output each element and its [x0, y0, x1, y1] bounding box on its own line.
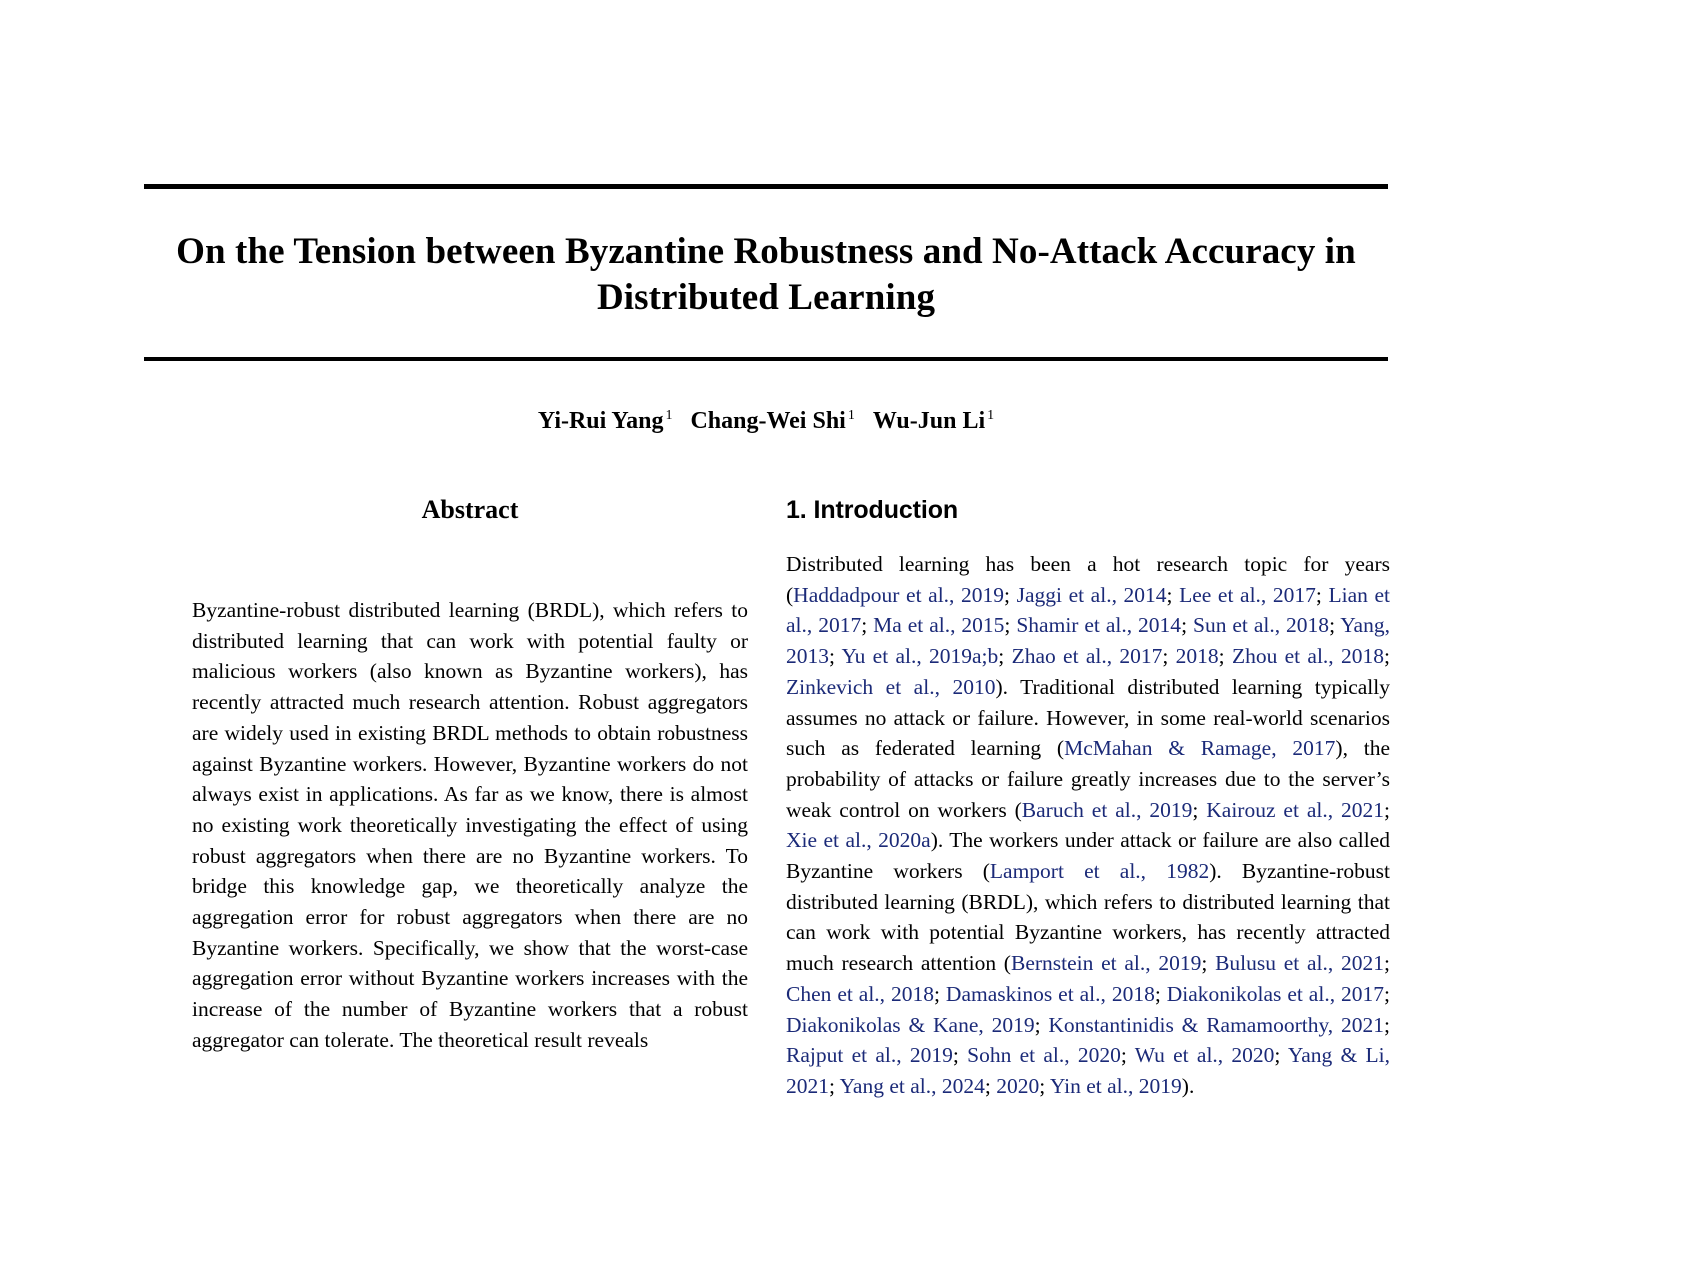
citation-link[interactable]: Zinkevich et al., 2010 — [786, 674, 996, 699]
citation-link[interactable]: 2020 — [996, 1073, 1040, 1098]
citation-link[interactable]: Sun et al., 2018 — [1192, 613, 1330, 638]
abstract-heading: Abstract — [421, 495, 519, 524]
body-columns — [144, 487, 1388, 1277]
citation-link[interactable]: Yang & Li, 2021 — [786, 1043, 1390, 1098]
author-affiliation-mark: 1 — [847, 408, 855, 423]
citation-link[interactable]: Lee et al., 2017 — [1179, 582, 1316, 607]
author-3 — [873, 408, 994, 434]
author-name: Wu-Jun Li — [872, 408, 986, 434]
author-name: Chang-Wei Shi — [690, 408, 846, 434]
citation-link[interactable]: Zhao et al., 2017 — [1011, 644, 1163, 669]
citation-link[interactable]: Diakonikolas et al., 2017 — [1166, 981, 1385, 1006]
citation-link[interactable]: Yang, 2013 — [786, 613, 1390, 669]
citation-link[interactable]: Shamir et al., 2014 — [1016, 613, 1182, 638]
citation-link[interactable]: Lian et al., 2017 — [786, 582, 1390, 638]
citation-link[interactable]: Bernstein et al., 2019 — [1010, 951, 1202, 976]
citation-link[interactable]: Zhou et al., 2018 — [1231, 644, 1384, 669]
citation-link[interactable]: Konstantinidis & Ramamoorthy, 2021 — [1048, 1012, 1385, 1037]
citation-link[interactable]: Yin et al., 2019 — [1049, 1073, 1182, 1098]
author-1 — [538, 408, 673, 434]
citation-link[interactable]: Yu et al., 2019a;b — [841, 644, 999, 669]
citation-link[interactable]: Chen et al., 2018 — [786, 981, 934, 1006]
section-heading-introduction: 1. Introduction — [786, 496, 959, 524]
column-left — [192, 487, 748, 1277]
citation-link[interactable]: Rajput et al., 2019 — [786, 1043, 953, 1068]
author-affiliation-mark: 1 — [665, 408, 673, 423]
introduction-body: Distributed learning has been a hot research topic for years (Haddadpour et al., 2019; Jaggi et al., 2014; Lee et al., 2017; Lian et al., 2017; Ma et al., 2015; Shamir et al., 2014; Sun et al., 2018; Yang, 2013; Yu et al., 2019a;b; Zhao et al., 2017; 2018; Zhou et al., 2018; Zinkevich et al., 2010). Traditional distributed learning typically assumes no attack or failure. However, in some real-world scenarios such as federated learning (McMahan & Ramage, 2017), the probability of attacks or failure greatly increases due to the server’s weak control on workers (Baruch et al., 2019; Kairouz et al., 2021; Xie et al., 2020a). The workers under attack or failure are also called Byzantine workers (Lamport et al., 1982). Byzantine-robust distributed learning (BRDL), which refers to distributed learning that can work with potential Byzantine workers, has recently attracted much research attention (Bernstein et al., 2019; Bulusu et al., 2021; Chen et al., 2018; Damaskinos et al., 2018; Diakonikolas et al., 2017; Diakonikolas & Kane, 2019; Konstantinidis & Ramamoorthy, 2021; Rajput et al., 2019; Sohn et al., 2020; Wu et al., 2020; Yang & Li, 2021; Yang et al., 2024; 2020; Yin et al., 2019). — [786, 552, 1390, 1098]
citation-link[interactable]: Jaggi et al., 2014 — [1016, 582, 1167, 607]
citation-link[interactable]: Baruch et al., 2019 — [1021, 797, 1193, 822]
citation-link[interactable]: Yang et al., 2024 — [839, 1073, 985, 1098]
column-right — [786, 487, 1390, 1277]
citation-link[interactable]: Bulusu et al., 2021 — [1215, 951, 1385, 976]
citation-link[interactable]: Ma et al., 2015 — [873, 613, 1005, 638]
author-2 — [690, 408, 854, 434]
citation-link[interactable]: Xie et al., 2020a — [786, 828, 931, 853]
author-name: Yi-Rui Yang — [537, 408, 664, 434]
author-list — [144, 405, 1388, 437]
citation-link[interactable]: Diakonikolas & Kane, 2019 — [786, 1012, 1035, 1037]
page-title: On the Tension between Byzantine Robustness and No-Attack Accuracy in Distributed Learning — [176, 231, 1356, 318]
citation-link[interactable]: 2018 — [1175, 644, 1219, 669]
citation-link[interactable]: McMahan & Ramage, 2017 — [1064, 736, 1336, 761]
abstract-body: Byzantine-robust distributed learning (BRDL), which refers to distributed learning that can work with potential faulty or malicious workers (also known as Byzantine workers), has recently attracted much research attention. Robust aggregators are widely used in existing BRDL methods to obtain robustness against Byzantine workers. However, Byzantine workers do not always exist in applications. As far as we know, there is almost no existing work theoretically investigating the effect of using robust aggregators when there are no Byzantine workers. To bridge this knowledge gap, we theoretically analyze the aggregation error for robust aggregators when there are no Byzantine workers. Specifically, we show that the worst-case aggregation error without Byzantine workers increases with the increase of the number of Byzantine workers that a robust aggregator can tolerate. The theoretical result reveals — [192, 598, 748, 1052]
citation-link[interactable]: Lamport et al., 1982 — [989, 859, 1210, 884]
citation-link[interactable]: Haddadpour et al., 2019 — [793, 582, 1005, 607]
citation-link[interactable]: Damaskinos et al., 2018 — [945, 981, 1155, 1006]
citation-link[interactable]: Kairouz et al., 2021 — [1206, 797, 1385, 822]
citation-link[interactable]: Sohn et al., 2020 — [967, 1043, 1121, 1068]
author-affiliation-mark: 1 — [987, 408, 995, 423]
title-rule-bottom — [144, 357, 1388, 361]
title-block — [144, 184, 1388, 361]
citation-link[interactable]: Wu et al., 2020 — [1134, 1043, 1275, 1068]
